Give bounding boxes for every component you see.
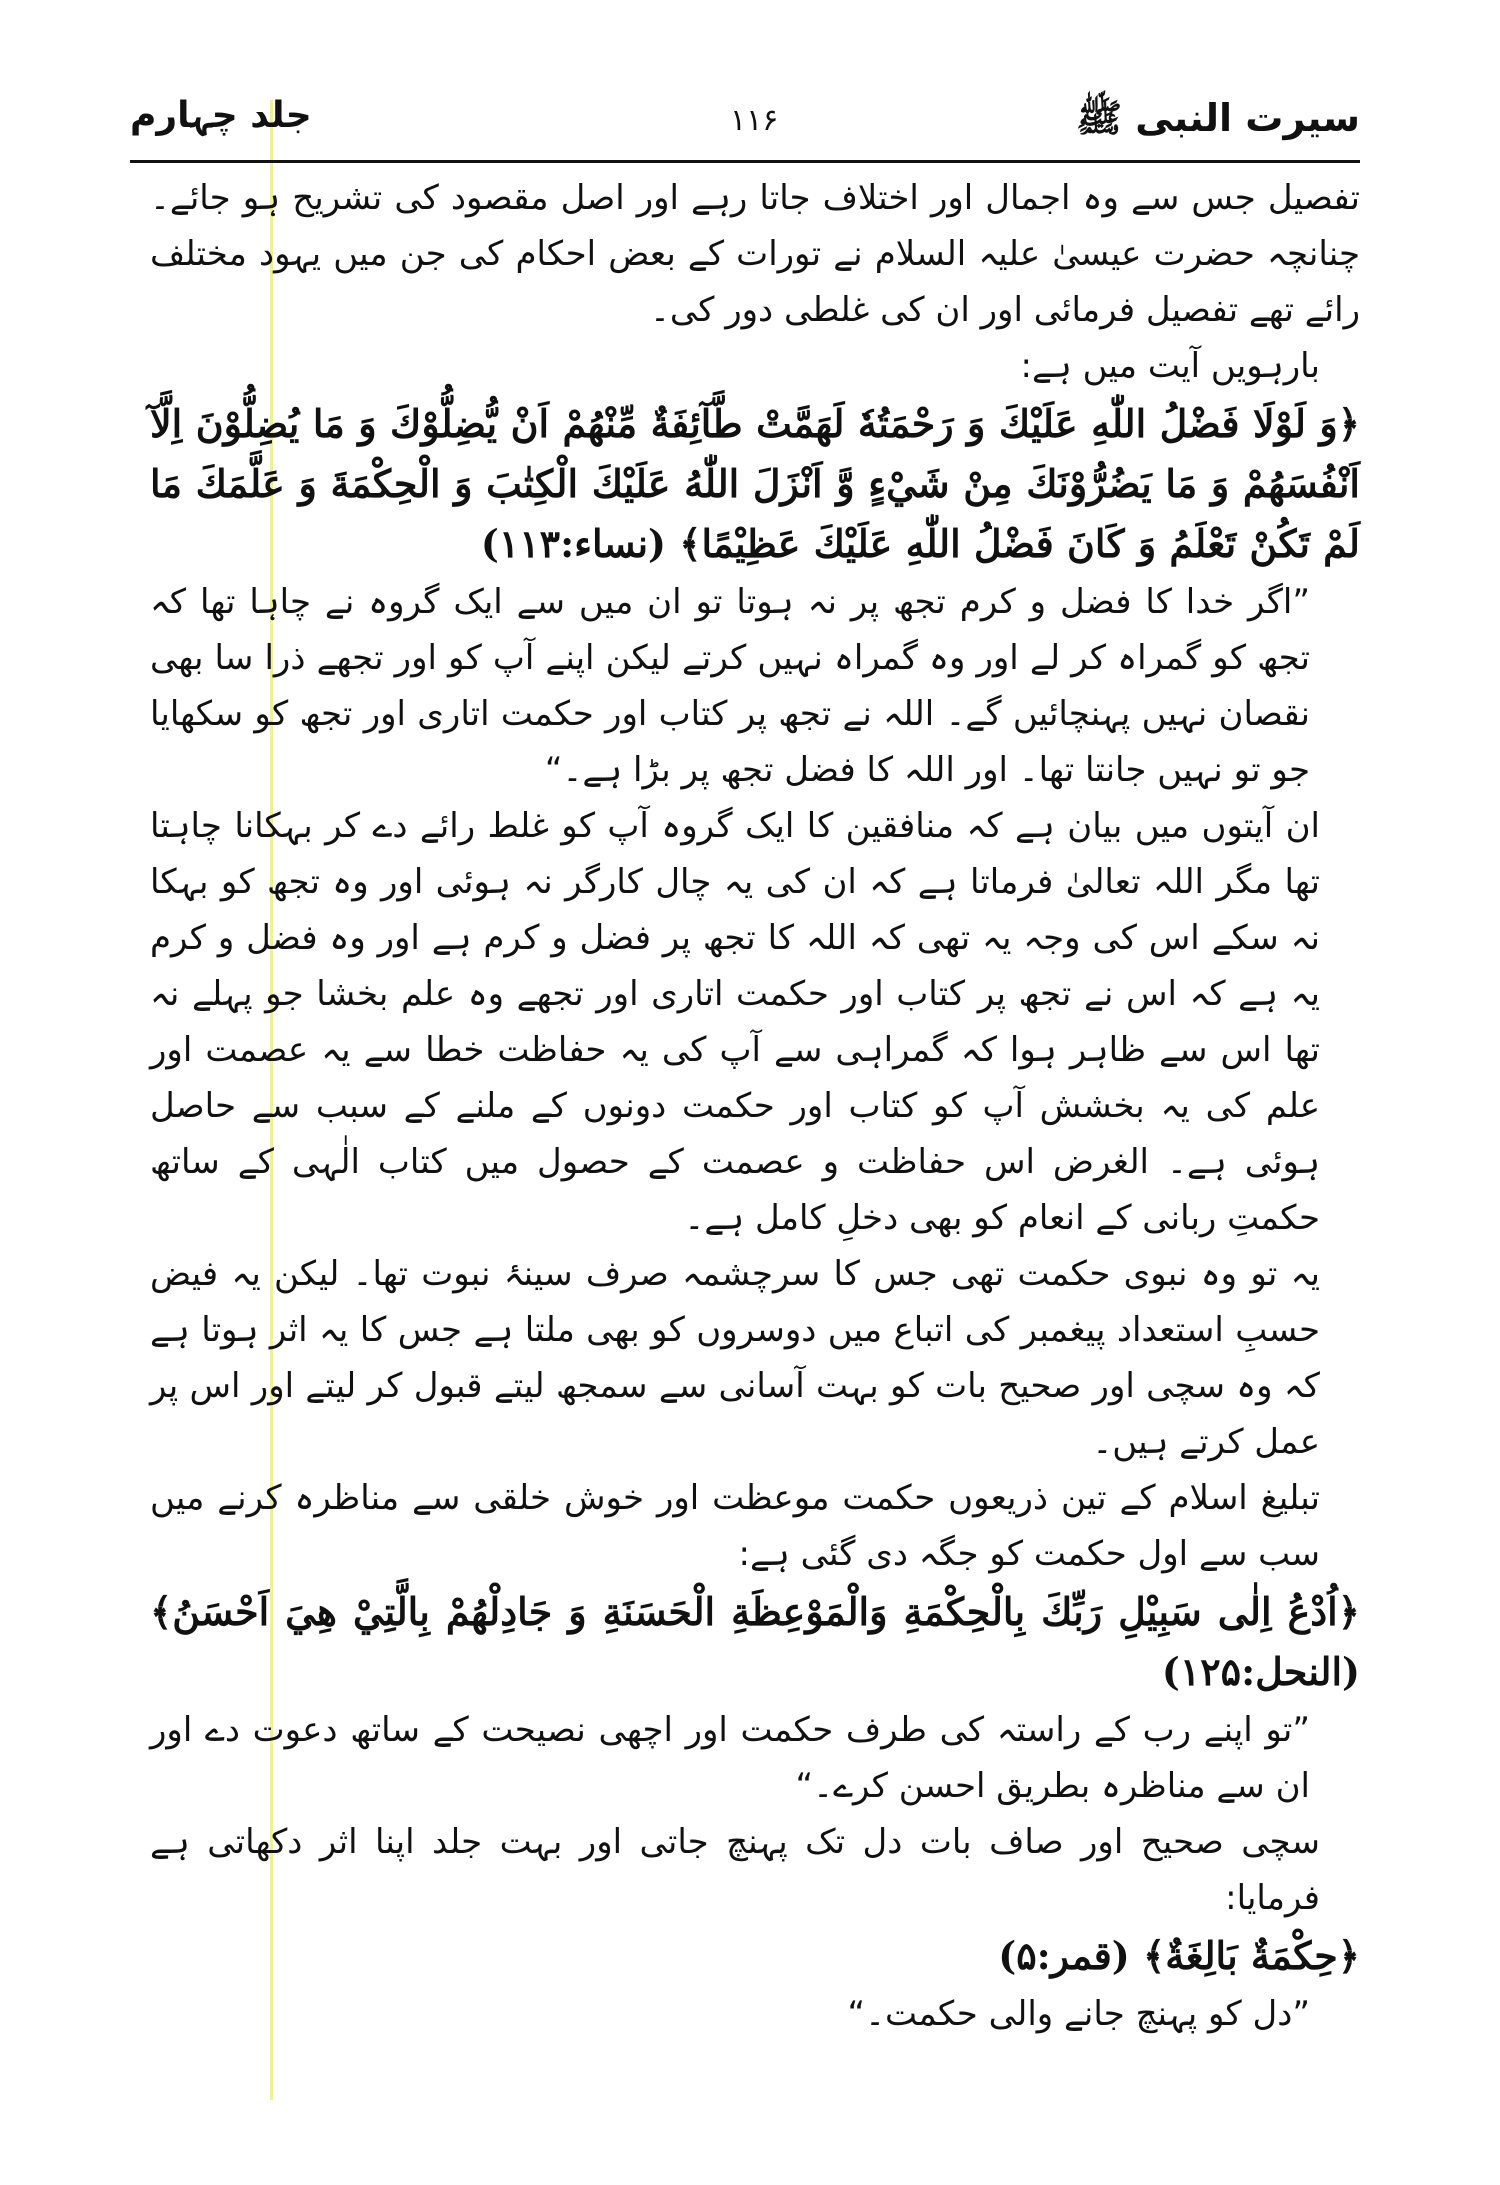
- quran-verse-2: ﴿اُدْعُ اِلٰى سَبِيْلِ رَبِّكَ بِالْحِكْمَةِ وَالْمَوْعِظَةِ الْحَسَنَةِ وَ جَادِلْهُمْ بِالَّتِيْ هِيَ اَحْسَنُ﴾ (النحل:۱۲۵): [150, 1589, 1360, 1694]
- paragraph-1: تفصیل جس سے وہ اجمال اور اختلاف جاتا رہے اور اصل مقصود کی تشریح ہو جائے۔ چنانچہ حضرت عیسیٰ علیہ السلام نے تورات کے بعض احکام کی جن میں یہود مختلف رائے تھے تفصیل فرمائی اور ان کی غلطی دور کی۔: [150, 178, 1360, 330]
- translation-1: ”اگر خدا کا فضل و کرم تجھ پر نہ ہوتا تو ان میں سے ایک گروہ نے چاہا تھا کہ تجھ کو گمراہ کر لے اور وہ گمراہ نہیں کرتے لیکن اپنے آپ کو اور تجھے ذرا سا بھی نقصان نہیں پہنچائیں گے۔ اللہ نے تجھ پر کتاب اور حکمت اتاری اور تجھ کو سکھایا جو تو نہیں جانتا تھا۔ اور اللہ کا فضل تجھ پر بڑا ہے۔“: [150, 582, 1310, 790]
- quran-verse-1: ﴿وَ لَوْلَا فَضْلُ اللّٰهِ عَلَيْكَ وَ رَحْمَتُهٗ لَهَمَّتْ طَّآئِفَةٌ مِّنْهُمْ اَنْ يُّضِلُّوْكَ وَ مَا يُضِلُّوْنَ اِلَّآ اَنْفُسَهُمْ وَ مَا يَضُرُّوْنَكَ مِنْ شَيْءٍ وَّ اَنْزَلَ اللّٰهُ عَلَيْكَ الْكِتٰبَ وَ الْحِكْمَةَ وَ عَلَّمَكَ مَا لَمْ تَكُنْ تَعْلَمُ وَ كَانَ فَضْلُ اللّٰهِ عَلَيْكَ عَظِيْمًا﴾ (نساء:۱۱۳): [150, 401, 1360, 566]
- volume-label: جلد چہارم: [130, 95, 312, 136]
- paragraph-2: بارہویں آیت میں ہے:: [1020, 346, 1320, 386]
- paragraph-6: سچی صحیح اور صاف بات دل تک پہنچ جاتی اور بہت جلد اپنا اثر دکھاتی ہے فرمایا:: [150, 1822, 1320, 1918]
- translation-2: ”تو اپنے رب کے راستہ کی طرف حکمت اور اچھی نصیحت کے ساتھ دعوت دے اور ان سے مناظرہ بطریق احسن کرے۔“: [150, 1710, 1310, 1806]
- book-title: سیرت النبی ﷺ: [1076, 96, 1360, 140]
- header-divider: [130, 160, 1360, 163]
- paragraph-4: یہ تو وہ نبوی حکمت تھی جس کا سرچشمہ صرف سینۂ نبوت تھا۔ لیکن یہ فیض حسبِ استعداد پیغمبر کی اتباع میں دوسروں کو بھی ملتا ہے جس کا یہ اثر ہوتا ہے کہ وہ سچی اور صحیح بات کو بہت آسانی سے سمجھ لیتے قبول کر لیتے اور اس پر عمل کرتے ہیں۔: [150, 1254, 1320, 1462]
- translation-3: ”دل کو پہنچ جانے والی حکمت۔“: [847, 1994, 1310, 2034]
- quran-verse-3: ﴿حِكْمَةٌ بَالِغَةٌ﴾ (قمر:۵): [998, 1933, 1360, 1978]
- paragraph-3: ان آیتوں میں بیان ہے کہ منافقین کا ایک گروہ آپ کو غلط رائے دے کر بہکانا چاہتا تھا مگر اللہ تعالیٰ فرماتا ہے کہ ان کی یہ چال کارگر نہ ہوئی اور وہ تجھ کو بہکا نہ سکے اس کی وجہ یہ تھی کہ اللہ کا تجھ پر فضل و کرم ہے اور وہ فضل و کرم یہ ہے کہ اس نے تجھ پر کتاب اور حکمت اتاری اور تجھے وہ علم بخشا جو پہلے نہ تھا اس سے ظاہر ہوا کہ گمراہی سے آپ کی یہ حفاظت خطا سے یہ عصمت اور علم کی یہ بخشش آپ کو کتاب اور حکمت دونوں کے ملنے کے سبب سے حاصل ہوئی ہے۔ الغرض اس حفاظت و عصمت کے حصول میں کتاب الٰہی کے ساتھ حکمتِ ربانی کے انعام کو بھی دخلِ کامل ہے۔: [150, 806, 1320, 1238]
- page-number: ۱۱۶: [730, 103, 779, 138]
- page-header: [130, 95, 1360, 155]
- page-body: [150, 170, 1360, 2042]
- paragraph-5: تبلیغ اسلام کے تین ذریعوں حکمت موعظت اور خوش خلقی سے مناظرہ کرنے میں سب سے اول حکمت کو جگہ دی گئی ہے:: [150, 1478, 1320, 1574]
